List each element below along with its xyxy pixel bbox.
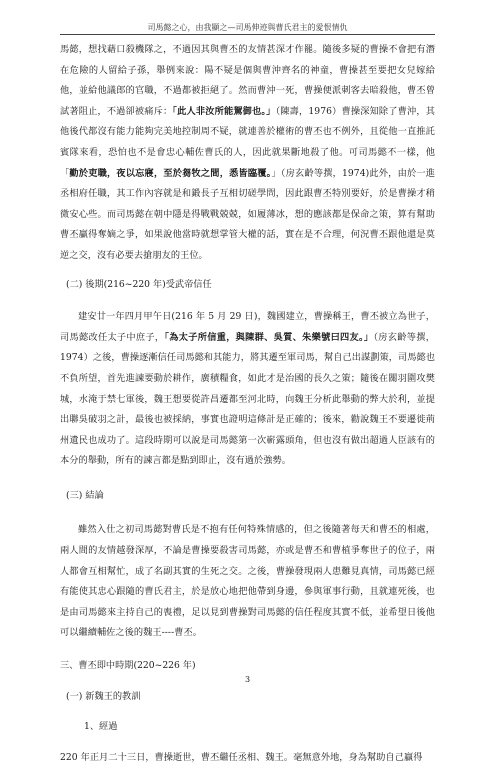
paragraph-1-text-b: （陳壽，1976）曹操深知除了曹沖，其他後代都沒有能力能夠完美地控制周不疑，就連善於權術的曹丕也不例外，且從他一直推託賓隊來看，恐怕也不是會忠心輔佐曹氏的人，因此就果斷地殺了他。可司馬懿不一樣，他「 — [60, 105, 435, 179]
header-divider — [60, 34, 435, 35]
running-header: 司馬懿之心，由我顯之—司馬伸迹與曹氏君主的愛恨情仇 — [147, 23, 348, 32]
paragraph-2-text-b: （房玄齡等撰，1974）之後，曹操逐漸信任司馬懿和其能力，將其遷至軍司馬，幫自己出謀劃策，司馬懿也不負所望，首先進諫要動於耕作，廣積糧食，如此才是治國的長久之策；隨後在關羽圍攻樊城，水淹于禁七軍後，魏王想要從許昌遷都至河北時，向魏王分析此舉動的弊大於利，並提出聯吳破羽之計，最後也被採納，事實也證明這條計是正確的；後來，勸說魏王不要遷徙荊州遺民也成功了。這段時期可以說是司馬懿第一次嶄露頭角，但也沒有做出超過人臣該有的本分的舉動，所有的諫言都是點到即止，沒有過於強勢。 — [60, 331, 435, 467]
paragraph-2-text-a: 建安廿一年四月甲午日(216 年 5 月 29 日)，魏國建立，曹操稱王，曹丕被立為世子，司馬懿改任太子中庶子， — [60, 311, 435, 343]
paragraph-2 — [60, 307, 435, 472]
page-number: 3 — [244, 675, 251, 684]
quote-bold-3: 「為太子所信重，與陳群、吳質、朱樂號曰四友。」 — [164, 331, 374, 343]
section-heading-2: (二) 後期(216~220 年)受武帝信任 — [66, 278, 212, 290]
quote-bold-1: 「此人非汝所能駕御也。」 — [172, 105, 276, 117]
paragraph-1-text-c: 」（房玄齡等撰，1974)此外，由於一進丞相府任職，其工作內容就是和鍛長子互相切磋學問，因此跟曹丕特別要好，於是曹操才稍微安心些。而司馬懿在朝中隱是得戰戰兢兢，如履薄冰，想的應該都是保命之策，算有幫助曹丕贏得奪嫡之爭，如果說他當時就想掌管大權的話，實在是不合理，何況曹丕跟他還是莫逆之交，沒有必要去搶朋友的王位。 — [60, 167, 435, 261]
paragraph-3: 雖然入仕之初司馬懿對曹氏是不抱有任何特殊情感的，但之後隨著每天和曹丕的相處，兩人間的友情越發深厚，不論是曹操要殺害司馬懿，亦或是曹丕和曹植爭奪世子的位子，兩人都會互相幫忙，成了名副其實的生死之交。之後，曹操發現兩人患難見真情，司馬懿已經有能使其忠心跟隨的曹氏君主，於是放心地把他帶到身邊，參與軍事行動，且就連死後，也是由司馬懿來主持自己的喪禮，足以見到曹操對司馬懿的信任程度其實不低，並希望日後他可以繼續輔佐之後的魏王----曹丕。 — [60, 524, 435, 639]
paragraph-1-text-a: 馬懿，想找藉口殺機隊之，不過因其與曹丕的友情甚深才作罷。隨後多疑的曹操不會把有潛在危險的人留給子孫，舉例來說：陽不疑是個與曹沖齊名的神童，曹操甚至要把女兒嫁給他，並給他議郎的官職，不過都被拒絕了。然而曹沖一死，曹操便派刺客去暗殺他，曹丕曾試著阻止，不過卻被痛斥： — [60, 44, 435, 117]
paragraph-1 — [60, 40, 435, 267]
section-heading-3: (三) 結論 — [66, 489, 104, 501]
document-body — [60, 40, 435, 768]
subsubsection-heading-1: 1、經過 — [84, 721, 118, 733]
chapter-heading-3: 三、曹丕即中時期(220~226 年) — [60, 660, 196, 672]
subsection-heading-1: (一) 新魏王的教訓 — [66, 690, 141, 702]
paragraph-4: 220 年正月二十三日，曹操逝世，曹丕繼任丞相、魏王。毫無意外地，身為幫助自己贏得 — [60, 751, 423, 763]
quote-bold-2: 勤於吏職，夜以忘寢，至於芻牧之間，悉皆臨覆。 — [69, 167, 272, 179]
